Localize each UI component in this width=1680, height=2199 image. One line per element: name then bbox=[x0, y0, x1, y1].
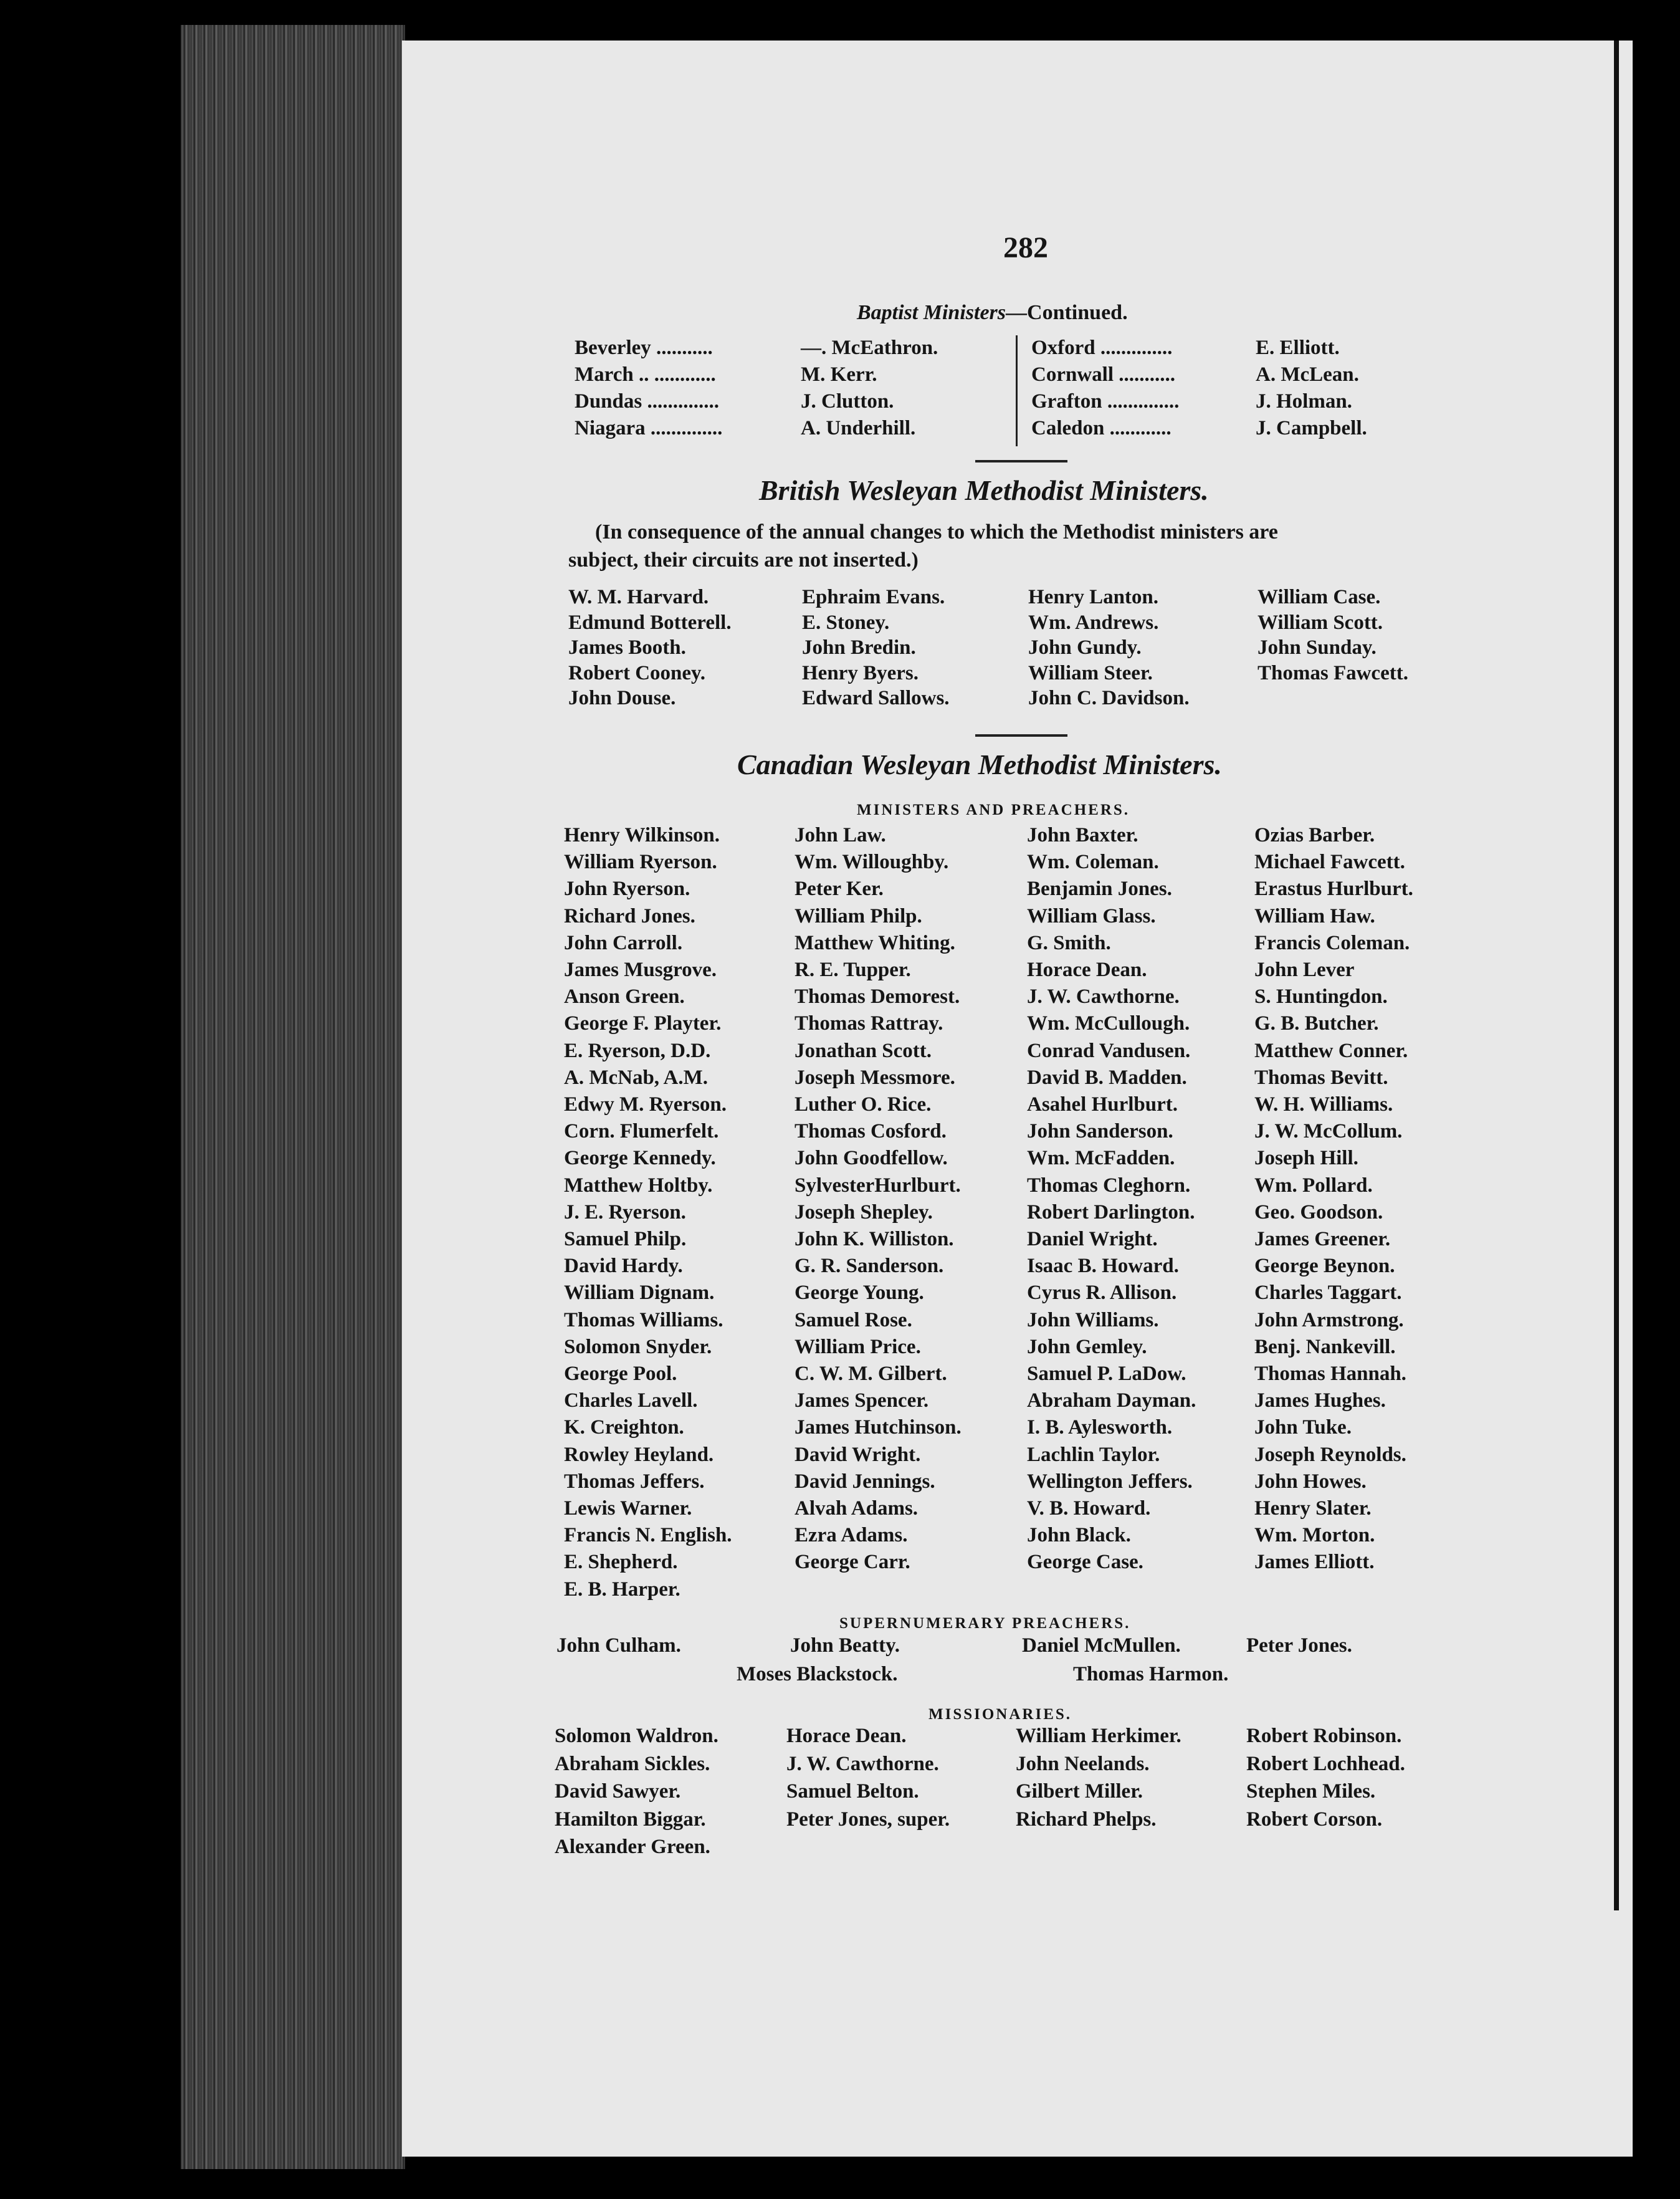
minister-name: Henry Byers. bbox=[802, 661, 919, 684]
minister-name: Wm. Pollard. bbox=[1254, 1174, 1373, 1197]
minister-name: James Hughes. bbox=[1254, 1389, 1386, 1412]
minister-name: William Philp. bbox=[795, 904, 922, 927]
minister-name: Horace Dean. bbox=[1027, 959, 1147, 981]
minister-name: Thomas Fawcett. bbox=[1258, 661, 1408, 684]
section-divider bbox=[975, 460, 1067, 462]
minister-name: SylvesterHurlburt. bbox=[795, 1174, 961, 1197]
minister-name: E. B. Harper. bbox=[564, 1578, 680, 1601]
minister-name: Joseph Messmore. bbox=[795, 1066, 955, 1089]
minister-name: Alvah Adams. bbox=[795, 1497, 919, 1520]
supernumerary-name: Thomas Harmon. bbox=[1073, 1663, 1229, 1685]
ministers-preachers-heading: MINISTERS AND PREACHERS. bbox=[857, 802, 1130, 818]
baptist-minister: A. Underhill. bbox=[801, 417, 916, 439]
minister-name: Jonathan Scott. bbox=[795, 1039, 932, 1062]
baptist-minister: M. Kerr. bbox=[801, 363, 877, 386]
minister-name: John Goodfellow. bbox=[795, 1147, 948, 1170]
section-divider bbox=[975, 734, 1067, 737]
baptist-place: Dundas .............. bbox=[575, 390, 719, 413]
minister-name: Luther O. Rice. bbox=[795, 1093, 932, 1116]
minister-name: G. R. Sanderson. bbox=[795, 1255, 944, 1278]
minister-name: Samuel Rose. bbox=[795, 1308, 912, 1331]
minister-name: James Greener. bbox=[1254, 1228, 1391, 1250]
baptist-place: Cornwall ........... bbox=[1031, 363, 1175, 386]
minister-name: J. W. Cawthorne. bbox=[786, 1752, 939, 1775]
minister-name: Edmund Botterell. bbox=[568, 611, 732, 634]
minister-name: Samuel Belton. bbox=[786, 1780, 919, 1803]
minister-name: E. Ryerson, D.D. bbox=[564, 1039, 711, 1062]
minister-name: C. W. M. Gilbert. bbox=[795, 1363, 947, 1385]
minister-name: Richard Phelps. bbox=[1016, 1808, 1157, 1831]
minister-name: David Sawyer. bbox=[555, 1780, 681, 1803]
minister-name: Thomas Williams. bbox=[564, 1308, 723, 1331]
minister-name: J. W. Cawthorne. bbox=[1027, 985, 1180, 1008]
minister-name: Asahel Hurlburt. bbox=[1027, 1093, 1178, 1116]
minister-name: Gilbert Miller. bbox=[1016, 1780, 1143, 1803]
minister-name: E. Stoney. bbox=[802, 611, 890, 634]
minister-name: James Booth. bbox=[568, 636, 686, 659]
minister-name: Wm. Coleman. bbox=[1027, 851, 1159, 874]
minister-name: Joseph Hill. bbox=[1254, 1147, 1358, 1170]
minister-name: Edwy M. Ryerson. bbox=[564, 1093, 727, 1116]
minister-name: Joseph Shepley. bbox=[795, 1200, 933, 1224]
minister-name: Wm. McCullough. bbox=[1027, 1012, 1190, 1035]
minister-name: Conrad Vandusen. bbox=[1027, 1039, 1191, 1062]
baptist-place: Niagara .............. bbox=[575, 417, 723, 439]
minister-name: John K. Williston. bbox=[795, 1228, 954, 1250]
minister-name: Francis N. English. bbox=[564, 1524, 732, 1547]
supernumerary-name: Peter Jones. bbox=[1246, 1634, 1352, 1657]
minister-name: Cyrus R. Allison. bbox=[1027, 1282, 1177, 1305]
minister-name: Daniel Wright. bbox=[1027, 1228, 1158, 1250]
baptist-minister: J. Campbell. bbox=[1256, 417, 1367, 439]
baptist-heading-continued: —Continued. bbox=[1006, 301, 1128, 324]
baptist-minister: A. McLean. bbox=[1256, 363, 1359, 386]
minister-name: William Price. bbox=[795, 1335, 921, 1358]
minister-name: Henry Lanton. bbox=[1028, 586, 1159, 608]
minister-name: S. Huntingdon. bbox=[1254, 985, 1388, 1008]
minister-name: William Glass. bbox=[1027, 904, 1156, 927]
minister-name: William Dignam. bbox=[564, 1282, 715, 1305]
minister-name: Edward Sallows. bbox=[802, 687, 950, 709]
minister-name: Benjamin Jones. bbox=[1027, 878, 1172, 901]
minister-name: Michael Fawcett. bbox=[1254, 851, 1405, 874]
minister-name: James Hutchinson. bbox=[795, 1416, 962, 1439]
missionaries-heading: MISSIONARIES. bbox=[928, 1706, 1072, 1723]
supernumerary-name: Daniel McMullen. bbox=[1022, 1634, 1181, 1657]
minister-name: Benj. Nankevill. bbox=[1254, 1335, 1396, 1358]
minister-name: G. Smith. bbox=[1027, 931, 1111, 954]
minister-name: W. H. Williams. bbox=[1254, 1093, 1393, 1116]
minister-name: Solomon Snyder. bbox=[564, 1335, 712, 1358]
minister-name: Solomon Waldron. bbox=[555, 1725, 718, 1747]
page-number: 282 bbox=[1003, 231, 1048, 264]
minister-name: John Carroll. bbox=[564, 931, 683, 954]
minister-name: John Howes. bbox=[1254, 1470, 1367, 1493]
minister-name: Alexander Green. bbox=[555, 1836, 710, 1858]
minister-name: W. M. Harvard. bbox=[568, 586, 709, 608]
minister-name: George Pool. bbox=[564, 1363, 677, 1385]
minister-name: Hamilton Biggar. bbox=[555, 1808, 706, 1831]
minister-name: Ozias Barber. bbox=[1254, 824, 1375, 846]
baptist-place: Beverley ........... bbox=[575, 337, 713, 359]
minister-name: William Case. bbox=[1258, 586, 1381, 608]
minister-name: William Steer. bbox=[1028, 661, 1153, 684]
minister-name: James Elliott. bbox=[1254, 1551, 1375, 1574]
minister-name: Rowley Heyland. bbox=[564, 1443, 714, 1466]
minister-name: Isaac B. Howard. bbox=[1027, 1255, 1179, 1278]
minister-name: John Williams. bbox=[1027, 1308, 1159, 1331]
minister-name: George F. Playter. bbox=[564, 1012, 722, 1035]
minister-name: Wm. McFadden. bbox=[1027, 1147, 1175, 1170]
minister-name: K. Creighton. bbox=[564, 1416, 684, 1439]
minister-name: Wm. Andrews. bbox=[1028, 611, 1159, 634]
minister-name: J. W. McCollum. bbox=[1254, 1120, 1403, 1143]
minister-name: R. E. Tupper. bbox=[795, 959, 911, 981]
minister-name: John C. Davidson. bbox=[1028, 687, 1190, 709]
minister-name: Geo. Goodson. bbox=[1254, 1200, 1383, 1224]
baptist-column-divider bbox=[1016, 335, 1018, 446]
minister-name: Matthew Conner. bbox=[1254, 1039, 1408, 1062]
minister-name: William Ryerson. bbox=[564, 851, 717, 874]
minister-name: Ephraim Evans. bbox=[802, 586, 945, 608]
minister-name: Lewis Warner. bbox=[564, 1497, 692, 1520]
minister-name: William Haw. bbox=[1254, 904, 1375, 927]
minister-name: John Baxter. bbox=[1027, 824, 1138, 846]
minister-name: John Douse. bbox=[568, 687, 676, 709]
minister-name: Wellington Jeffers. bbox=[1027, 1470, 1193, 1493]
minister-name: Lachlin Taylor. bbox=[1027, 1443, 1160, 1466]
minister-name: James Musgrove. bbox=[564, 959, 717, 981]
page-gutter-shadow bbox=[1614, 41, 1619, 1910]
minister-name: George Carr. bbox=[795, 1551, 910, 1574]
minister-name: Abraham Sickles. bbox=[555, 1752, 710, 1775]
minister-name: Wm. Willoughby. bbox=[795, 851, 949, 874]
minister-name: J. E. Ryerson. bbox=[564, 1200, 686, 1224]
minister-name: John Armstrong. bbox=[1254, 1308, 1404, 1331]
baptist-place: Oxford .............. bbox=[1031, 337, 1173, 359]
minister-name: G. B. Butcher. bbox=[1254, 1012, 1379, 1035]
minister-name: A. McNab, A.M. bbox=[564, 1066, 708, 1089]
minister-name: Charles Lavell. bbox=[564, 1389, 698, 1412]
minister-name: Joseph Reynolds. bbox=[1254, 1443, 1406, 1466]
minister-name: John Tuke. bbox=[1254, 1416, 1352, 1439]
minister-name: Samuel P. LaDow. bbox=[1027, 1363, 1186, 1385]
minister-name: V. B. Howard. bbox=[1027, 1497, 1151, 1520]
minister-name: John Black. bbox=[1027, 1524, 1131, 1547]
minister-name: William Scott. bbox=[1258, 611, 1383, 634]
minister-name: Henry Slater. bbox=[1254, 1497, 1372, 1520]
minister-name: Thomas Rattray. bbox=[795, 1012, 943, 1035]
british-note-line-2: subject, their circuits are not inserted.) bbox=[568, 549, 919, 572]
minister-name: Thomas Jeffers. bbox=[564, 1470, 705, 1493]
minister-name: John Gundy. bbox=[1028, 636, 1142, 659]
minister-name: William Herkimer. bbox=[1016, 1725, 1181, 1747]
supernumerary-name: John Beatty. bbox=[790, 1634, 900, 1657]
minister-name: Wm. Morton. bbox=[1254, 1524, 1375, 1547]
minister-name: Robert Corson. bbox=[1246, 1808, 1383, 1831]
british-heading: British Wesleyan Methodist Ministers. bbox=[759, 474, 1209, 506]
book-fore-edge bbox=[181, 25, 405, 2169]
baptist-place: March .. ............ bbox=[575, 363, 716, 386]
minister-name: Richard Jones. bbox=[564, 904, 695, 927]
baptist-minister: E. Elliott. bbox=[1256, 337, 1340, 359]
minister-name: Stephen Miles. bbox=[1246, 1780, 1376, 1803]
minister-name: Peter Ker. bbox=[795, 878, 884, 901]
minister-name: John Bredin. bbox=[802, 636, 916, 659]
minister-name: John Sanderson. bbox=[1027, 1120, 1173, 1143]
baptist-heading-title: Baptist Ministers bbox=[857, 301, 1006, 324]
minister-name: Peter Jones, super. bbox=[786, 1808, 950, 1831]
minister-name: George Beynon. bbox=[1254, 1255, 1395, 1278]
minister-name: E. Shepherd. bbox=[564, 1551, 678, 1574]
baptist-place: Caledon ............ bbox=[1031, 417, 1172, 439]
minister-name: Anson Green. bbox=[564, 985, 685, 1008]
minister-name: Henry Wilkinson. bbox=[564, 824, 720, 846]
minister-name: Robert Robinson. bbox=[1246, 1725, 1402, 1747]
minister-name: James Spencer. bbox=[795, 1389, 929, 1412]
minister-name: Matthew Whiting. bbox=[795, 931, 955, 954]
minister-name: David Wright. bbox=[795, 1443, 921, 1466]
minister-name: David Jennings. bbox=[795, 1470, 935, 1493]
minister-name: Robert Lochhead. bbox=[1246, 1752, 1405, 1775]
minister-name: Corn. Flumerfelt. bbox=[564, 1120, 719, 1143]
minister-name: David Hardy. bbox=[564, 1255, 683, 1278]
minister-name: Charles Taggart. bbox=[1254, 1282, 1402, 1305]
minister-name: John Gemley. bbox=[1027, 1335, 1147, 1358]
minister-name: Horace Dean. bbox=[786, 1725, 907, 1747]
minister-name: John Law. bbox=[795, 824, 886, 846]
minister-name: Matthew Holtby. bbox=[564, 1174, 713, 1197]
minister-name: Thomas Cleghorn. bbox=[1027, 1174, 1191, 1197]
minister-name: John Neelands. bbox=[1016, 1752, 1150, 1775]
minister-name: Thomas Hannah. bbox=[1254, 1363, 1406, 1385]
baptist-heading bbox=[857, 301, 1128, 325]
baptist-minister: —. McEathron. bbox=[801, 337, 938, 359]
minister-name: Francis Coleman. bbox=[1254, 931, 1410, 954]
minister-name: John Ryerson. bbox=[564, 878, 690, 901]
minister-name: Robert Darlington. bbox=[1027, 1200, 1195, 1224]
minister-name: Abraham Dayman. bbox=[1027, 1389, 1196, 1412]
baptist-minister: J. Holman. bbox=[1256, 390, 1352, 413]
minister-name: Samuel Philp. bbox=[564, 1228, 687, 1250]
british-note-line-1: (In consequence of the annual changes to which the Methodist ministers are bbox=[595, 520, 1278, 544]
canadian-heading: Canadian Wesleyan Methodist Ministers. bbox=[737, 749, 1222, 780]
minister-name: Thomas Cosford. bbox=[795, 1120, 947, 1143]
minister-name: George Kennedy. bbox=[564, 1147, 716, 1170]
minister-name: I. B. Aylesworth. bbox=[1027, 1416, 1173, 1439]
supernumerary-name: John Culham. bbox=[556, 1634, 681, 1657]
minister-name: John Sunday. bbox=[1258, 636, 1377, 659]
minister-name: Thomas Bevitt. bbox=[1254, 1066, 1388, 1089]
minister-name: Erastus Hurlburt. bbox=[1254, 878, 1413, 901]
minister-name: Thomas Demorest. bbox=[795, 985, 960, 1008]
baptist-minister: J. Clutton. bbox=[801, 390, 894, 413]
minister-name: Robert Cooney. bbox=[568, 661, 705, 684]
minister-name: George Young. bbox=[795, 1282, 924, 1305]
minister-name: George Case. bbox=[1027, 1551, 1143, 1574]
supernumerary-name: Moses Blackstock. bbox=[737, 1663, 898, 1685]
minister-name: David B. Madden. bbox=[1027, 1066, 1187, 1089]
baptist-place: Grafton .............. bbox=[1031, 390, 1180, 413]
minister-name: Ezra Adams. bbox=[795, 1524, 908, 1547]
supernumerary-heading: SUPERNUMERARY PREACHERS. bbox=[839, 1615, 1131, 1632]
minister-name: John Lever bbox=[1254, 959, 1355, 981]
